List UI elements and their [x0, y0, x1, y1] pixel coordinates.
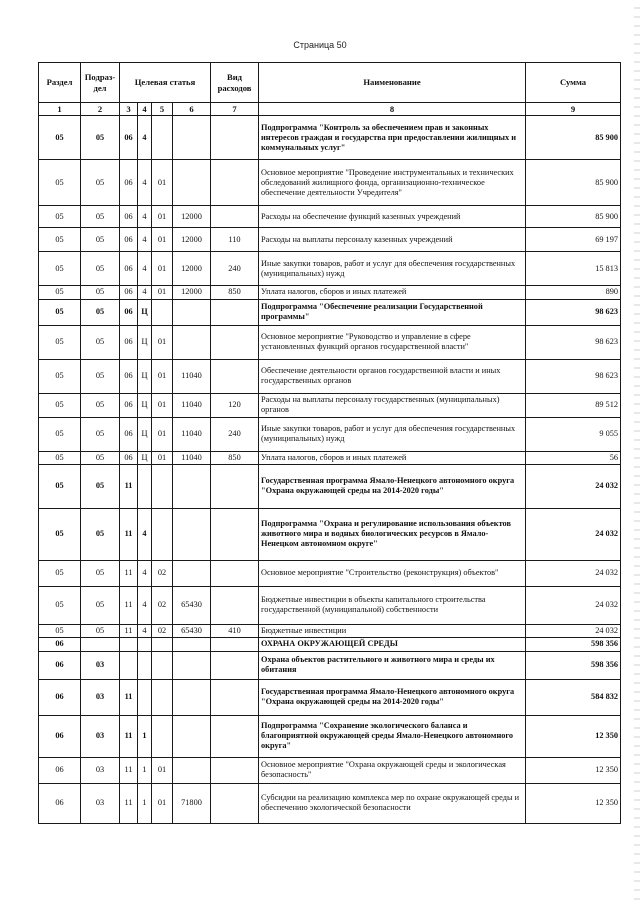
- table-row: [39, 228, 621, 252]
- subprogram-code: Ц: [138, 359, 152, 393]
- item-name: Основное мероприятие "Проведение инструментальных и технических обследований жилищного фонда, организационно-техническое обеспечение деятельности Учредителя": [259, 160, 526, 206]
- subsection-code: 05: [81, 393, 120, 417]
- program-code: [120, 651, 138, 679]
- section-code: 05: [39, 286, 81, 299]
- item-name: Уплата налогов, сборов и иных платежей: [259, 451, 526, 464]
- subprogram-code: 4: [138, 228, 152, 252]
- item-name: Подпрограмма "Контроль за обеспечением прав и законных интересов граждан и государства при предоставлении жилищных и коммунальных услуг": [259, 116, 526, 160]
- table-row: [39, 116, 621, 160]
- section-code: 05: [39, 359, 81, 393]
- direction-code: [173, 637, 211, 651]
- program-code: 11: [120, 624, 138, 637]
- item-sum: 12 350: [526, 757, 621, 783]
- section-code: 05: [39, 160, 81, 206]
- table-row: [39, 451, 621, 464]
- activity-code: [152, 637, 173, 651]
- expense-type-code: [211, 715, 259, 757]
- direction-code: 11040: [173, 451, 211, 464]
- subprogram-code: Ц: [138, 417, 152, 451]
- expense-type-code: [211, 325, 259, 359]
- activity-code: 02: [152, 560, 173, 586]
- activity-code: 01: [152, 359, 173, 393]
- table-row: [39, 679, 621, 715]
- item-name: Бюджетные инвестиции в объекты капитального строительства государственной (муниципальной) собственности: [259, 586, 526, 624]
- direction-code: 65430: [173, 624, 211, 637]
- section-code: 06: [39, 757, 81, 783]
- subsection-code: 03: [81, 783, 120, 823]
- item-name: Расходы на обеспечение функций казенных учреждений: [259, 206, 526, 228]
- subprogram-code: 4: [138, 206, 152, 228]
- program-code: 06: [120, 252, 138, 286]
- direction-code: 12000: [173, 228, 211, 252]
- table-row: [39, 757, 621, 783]
- activity-code: 01: [152, 325, 173, 359]
- item-sum: 98 623: [526, 359, 621, 393]
- subprogram-code: 4: [138, 116, 152, 160]
- item-sum: 56: [526, 451, 621, 464]
- activity-code: 01: [152, 417, 173, 451]
- page-number-label: Страница 50: [293, 40, 347, 50]
- item-name: Субсидии на реализацию комплекса мер по охране окружающей среды и обеспечению экологической безопасности: [259, 783, 526, 823]
- expense-type-code: [211, 160, 259, 206]
- direction-code: [173, 299, 211, 325]
- subsection-code: [81, 637, 120, 651]
- table-row: [39, 393, 621, 417]
- expense-type-code: 410: [211, 624, 259, 637]
- program-code: 11: [120, 560, 138, 586]
- item-name: Государственная программа Ямало-Ненецкого автономного округа "Охрана окружающей среды на 2014-2020 годы": [259, 679, 526, 715]
- item-name: Основное мероприятие "Строительство (реконструкция) объектов": [259, 560, 526, 586]
- item-name: Основное мероприятие "Охрана окружающей среды и экологическая безопасность": [259, 757, 526, 783]
- subprogram-code: Ц: [138, 451, 152, 464]
- section-code: 05: [39, 206, 81, 228]
- subprogram-code: 4: [138, 624, 152, 637]
- item-name: Иные закупки товаров, работ и услуг для обеспечения государственных (муниципальных) нужд: [259, 417, 526, 451]
- activity-code: [152, 715, 173, 757]
- column-number: 4: [138, 103, 152, 116]
- item-name: Основное мероприятие "Руководство и управление в сфере установленных функций органов государственной власти": [259, 325, 526, 359]
- header-name: Наименование: [259, 63, 526, 103]
- subsection-code: 05: [81, 116, 120, 160]
- column-number: 1: [39, 103, 81, 116]
- section-code: 05: [39, 325, 81, 359]
- column-number: 9: [526, 103, 621, 116]
- item-name: Расходы на выплаты персоналу государственных (муниципальных) органов: [259, 393, 526, 417]
- subsection-code: 05: [81, 299, 120, 325]
- table-row: [39, 325, 621, 359]
- item-sum: 12 350: [526, 783, 621, 823]
- item-sum: 98 623: [526, 299, 621, 325]
- subsection-code: 05: [81, 451, 120, 464]
- expense-type-code: 240: [211, 252, 259, 286]
- activity-code: 02: [152, 624, 173, 637]
- table-row: [39, 508, 621, 560]
- item-sum: 890: [526, 286, 621, 299]
- program-code: 11: [120, 757, 138, 783]
- table-row: [39, 464, 621, 508]
- expense-type-code: [211, 586, 259, 624]
- direction-code: 11040: [173, 359, 211, 393]
- activity-code: [152, 651, 173, 679]
- program-code: 06: [120, 325, 138, 359]
- item-name: Уплата налогов, сборов и иных платежей: [259, 286, 526, 299]
- direction-code: [173, 757, 211, 783]
- table-row: [39, 560, 621, 586]
- subsection-code: 05: [81, 325, 120, 359]
- subsection-code: 05: [81, 359, 120, 393]
- direction-code: [173, 160, 211, 206]
- program-code: 06: [120, 206, 138, 228]
- expense-type-code: [211, 757, 259, 783]
- section-code: 06: [39, 637, 81, 651]
- column-number: 8: [259, 103, 526, 116]
- item-sum: 24 032: [526, 508, 621, 560]
- item-name: Расходы на выплаты персоналу казенных учреждений: [259, 228, 526, 252]
- program-code: 06: [120, 451, 138, 464]
- subprogram-code: 4: [138, 560, 152, 586]
- program-code: 11: [120, 715, 138, 757]
- expense-type-code: [211, 651, 259, 679]
- activity-code: [152, 679, 173, 715]
- expense-type-code: [211, 679, 259, 715]
- direction-code: [173, 116, 211, 160]
- column-number: 7: [211, 103, 259, 116]
- subsection-code: 05: [81, 160, 120, 206]
- expense-type-code: 110: [211, 228, 259, 252]
- section-code: 06: [39, 715, 81, 757]
- column-number: 2: [81, 103, 120, 116]
- section-code: 05: [39, 560, 81, 586]
- section-code: 06: [39, 679, 81, 715]
- subprogram-code: 1: [138, 715, 152, 757]
- direction-code: 65430: [173, 586, 211, 624]
- item-sum: 98 623: [526, 325, 621, 359]
- direction-code: 71800: [173, 783, 211, 823]
- item-sum: 24 032: [526, 586, 621, 624]
- subsection-code: 03: [81, 757, 120, 783]
- section-code: 05: [39, 586, 81, 624]
- subprogram-code: 1: [138, 757, 152, 783]
- item-sum: 85 900: [526, 116, 621, 160]
- expense-type-code: [211, 637, 259, 651]
- expense-type-code: [211, 359, 259, 393]
- expense-type-code: [211, 783, 259, 823]
- column-number: 3: [120, 103, 138, 116]
- section-code: 05: [39, 252, 81, 286]
- expense-type-code: 240: [211, 417, 259, 451]
- program-code: 06: [120, 393, 138, 417]
- table-row: [39, 417, 621, 451]
- expense-type-code: 850: [211, 451, 259, 464]
- activity-code: 01: [152, 393, 173, 417]
- table-row: [39, 299, 621, 325]
- activity-code: 01: [152, 160, 173, 206]
- table-row: [39, 586, 621, 624]
- direction-code: 12000: [173, 252, 211, 286]
- table-row: [39, 359, 621, 393]
- subsection-code: 03: [81, 679, 120, 715]
- section-code: 05: [39, 116, 81, 160]
- column-number-row: [39, 103, 621, 116]
- subprogram-code: Ц: [138, 325, 152, 359]
- table-row: [39, 783, 621, 823]
- subprogram-code: Ц: [138, 393, 152, 417]
- subsection-code: 05: [81, 206, 120, 228]
- direction-code: [173, 651, 211, 679]
- subsection-code: 03: [81, 715, 120, 757]
- section-code: 05: [39, 417, 81, 451]
- activity-code: 01: [152, 206, 173, 228]
- subsection-code: 05: [81, 228, 120, 252]
- subprogram-code: 4: [138, 508, 152, 560]
- table-row: [39, 286, 621, 299]
- section-code: 06: [39, 651, 81, 679]
- item-sum: 12 350: [526, 715, 621, 757]
- direction-code: [173, 560, 211, 586]
- subprogram-code: 4: [138, 160, 152, 206]
- activity-code: 02: [152, 586, 173, 624]
- item-name: Обеспечение деятельности органов государственной власти и иных государственных органов: [259, 359, 526, 393]
- activity-code: [152, 116, 173, 160]
- table-row: [39, 160, 621, 206]
- item-name: Иные закупки товаров, работ и услуг для обеспечения государственных (муниципальных) нужд: [259, 252, 526, 286]
- table-row: [39, 252, 621, 286]
- header-sum: Сумма: [526, 63, 621, 103]
- header-expense-type: Вид расходов: [211, 63, 259, 103]
- section-code: 05: [39, 299, 81, 325]
- item-sum: 24 032: [526, 624, 621, 637]
- header-subsection: Подраз-дел: [81, 63, 120, 103]
- item-sum: 9 055: [526, 417, 621, 451]
- activity-code: [152, 464, 173, 508]
- subprogram-code: 4: [138, 586, 152, 624]
- activity-code: 01: [152, 252, 173, 286]
- table-row: [39, 637, 621, 651]
- section-code: 05: [39, 508, 81, 560]
- subsection-code: 05: [81, 252, 120, 286]
- program-code: 11: [120, 464, 138, 508]
- item-sum: 89 512: [526, 393, 621, 417]
- program-code: 06: [120, 417, 138, 451]
- subprogram-code: [138, 679, 152, 715]
- subprogram-code: [138, 651, 152, 679]
- subprogram-code: 1: [138, 783, 152, 823]
- item-sum: 15 813: [526, 252, 621, 286]
- subprogram-code: [138, 464, 152, 508]
- item-sum: 24 032: [526, 464, 621, 508]
- table-body: [39, 116, 621, 823]
- direction-code: 12000: [173, 206, 211, 228]
- item-sum: 598 356: [526, 637, 621, 651]
- subsection-code: 03: [81, 651, 120, 679]
- item-name: Охрана объектов растительного и животного мира и среды их обитания: [259, 651, 526, 679]
- program-code: 06: [120, 299, 138, 325]
- subsection-code: 05: [81, 624, 120, 637]
- item-sum: 584 832: [526, 679, 621, 715]
- item-name: Подпрограмма "Охрана и регулирование использования объектов животного мира и водных биологических ресурсов в Ямало-Ненецком автономном округе": [259, 508, 526, 560]
- item-name: Государственная программа Ямало-Ненецкого автономного округа "Охрана окружающей среды на 2014-2020 годы": [259, 464, 526, 508]
- item-sum: 598 356: [526, 651, 621, 679]
- program-code: 11: [120, 679, 138, 715]
- subprogram-code: 4: [138, 286, 152, 299]
- program-code: 11: [120, 508, 138, 560]
- expense-type-code: [211, 508, 259, 560]
- program-code: 11: [120, 586, 138, 624]
- direction-code: 11040: [173, 393, 211, 417]
- section-code: 05: [39, 228, 81, 252]
- item-name: Подпрограмма "Обеспечение реализации Государственной программы": [259, 299, 526, 325]
- scan-edge-artifact: [634, 0, 640, 905]
- expense-type-code: [211, 299, 259, 325]
- subsection-code: 05: [81, 464, 120, 508]
- expense-type-code: [211, 206, 259, 228]
- table-row: [39, 715, 621, 757]
- direction-code: [173, 325, 211, 359]
- item-sum: 69 197: [526, 228, 621, 252]
- header-target-item: Целевая статья: [120, 63, 211, 103]
- activity-code: [152, 508, 173, 560]
- program-code: 06: [120, 228, 138, 252]
- activity-code: 01: [152, 228, 173, 252]
- section-code: 05: [39, 451, 81, 464]
- program-code: [120, 637, 138, 651]
- table-header: [39, 63, 621, 116]
- item-name: Бюджетные инвестиции: [259, 624, 526, 637]
- direction-code: [173, 464, 211, 508]
- expense-type-code: 120: [211, 393, 259, 417]
- direction-code: [173, 715, 211, 757]
- direction-code: [173, 508, 211, 560]
- item-sum: 85 900: [526, 206, 621, 228]
- expense-type-code: [211, 560, 259, 586]
- item-name: Подпрограмма "Сохранение экологического баланса и благоприятной окружающей среды Ямало-Ненецкого автономного округа": [259, 715, 526, 757]
- header-section: Раздел: [39, 63, 81, 103]
- column-number: 5: [152, 103, 173, 116]
- direction-code: 12000: [173, 286, 211, 299]
- section-code: 05: [39, 624, 81, 637]
- subsection-code: 05: [81, 417, 120, 451]
- program-code: 06: [120, 286, 138, 299]
- activity-code: 01: [152, 286, 173, 299]
- column-number: 6: [173, 103, 211, 116]
- section-code: 06: [39, 783, 81, 823]
- activity-code: 01: [152, 451, 173, 464]
- section-code: 05: [39, 464, 81, 508]
- section-code: 05: [39, 393, 81, 417]
- table-row: [39, 206, 621, 228]
- item-sum: 85 900: [526, 160, 621, 206]
- subsection-code: 05: [81, 286, 120, 299]
- item-name: ОХРАНА ОКРУЖАЮЩЕЙ СРЕДЫ: [259, 637, 526, 651]
- program-code: 06: [120, 160, 138, 206]
- direction-code: 11040: [173, 417, 211, 451]
- subsection-code: 05: [81, 508, 120, 560]
- program-code: 11: [120, 783, 138, 823]
- subsection-code: 05: [81, 560, 120, 586]
- expense-type-code: [211, 116, 259, 160]
- table-row: [39, 624, 621, 637]
- subprogram-code: [138, 637, 152, 651]
- program-code: 06: [120, 359, 138, 393]
- subprogram-code: 4: [138, 252, 152, 286]
- table-row: [39, 651, 621, 679]
- activity-code: [152, 299, 173, 325]
- activity-code: 01: [152, 757, 173, 783]
- subsection-code: 05: [81, 586, 120, 624]
- budget-table: [38, 62, 621, 824]
- expense-type-code: [211, 464, 259, 508]
- subprogram-code: Ц: [138, 299, 152, 325]
- item-sum: 24 032: [526, 560, 621, 586]
- expense-type-code: 850: [211, 286, 259, 299]
- program-code: 06: [120, 116, 138, 160]
- activity-code: 01: [152, 783, 173, 823]
- direction-code: [173, 679, 211, 715]
